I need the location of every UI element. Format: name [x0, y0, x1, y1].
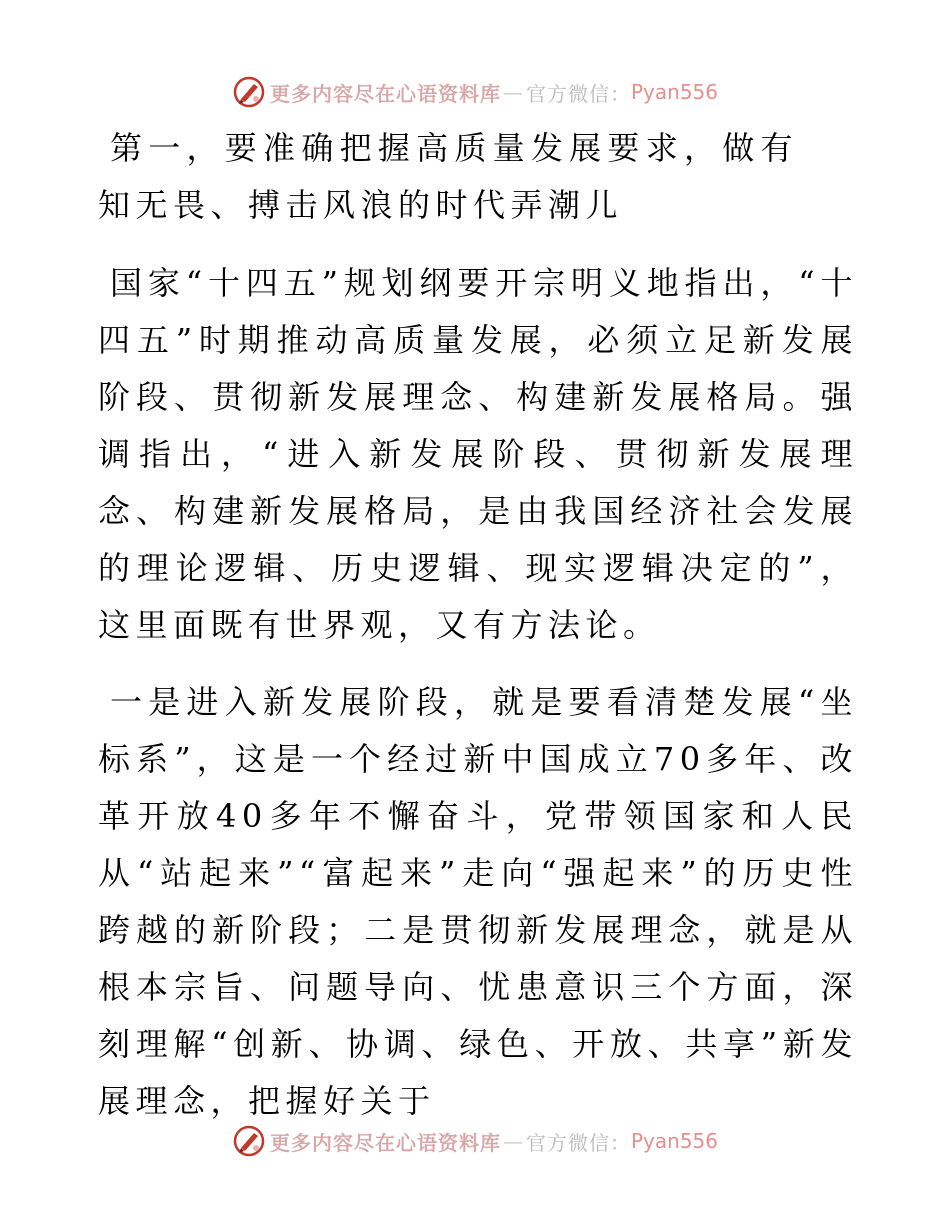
- pen-logo-icon: [232, 1124, 266, 1158]
- watermark-dash: —: [502, 80, 524, 104]
- header-watermark: [0, 72, 950, 112]
- watermark-text: 更多内容尽在心语资料库: [269, 1130, 501, 1155]
- pen-logo-icon: [232, 75, 266, 109]
- watermark-id: Pyan556: [630, 80, 718, 104]
- paragraph-1: 国家“十四五”规划纲要开宗明义地指出，“十四五”时期推动高质量发展，必须立足新发展阶段、贯彻新发展理念、构建新发展格局。强调指出，“进入新发展阶段、贯彻新发展理念、构建新发展格局，是由我国经济社会发展的理论逻辑、历史逻辑、现实逻辑决定的”，这里面既有世界观，又有方法论。: [98, 264, 858, 644]
- watermark-id: Pyan556: [630, 1129, 718, 1153]
- document-body: [98, 120, 858, 1130]
- watermark-official: 官方微信：: [525, 1130, 631, 1155]
- section-heading: 第一，要准确把握高质量发展要求，做有知无畏、搏击风浪的时代弄潮儿: [98, 129, 798, 224]
- watermark-official: 官方微信：: [525, 81, 631, 106]
- footer-watermark: [0, 1121, 950, 1161]
- paragraph-2: 一是进入新发展阶段，就是要看清楚发展“坐标系”，这是一个经过新中国成立70多年、改革开放40多年不懈奋斗，党带领国家和人民从“站起来”“富起来”走向“强起来”的历史性跨越的新阶段；二是贯彻新发展理念，就是从根本宗旨、问题导向、忧患意识三个方面，深刻理解“创新、协调、绿色、开放、共享”新发展理念，把握好关于: [98, 683, 858, 1120]
- watermark-text: 更多内容尽在心语资料库: [269, 81, 501, 106]
- watermark-dash: —: [502, 1129, 524, 1153]
